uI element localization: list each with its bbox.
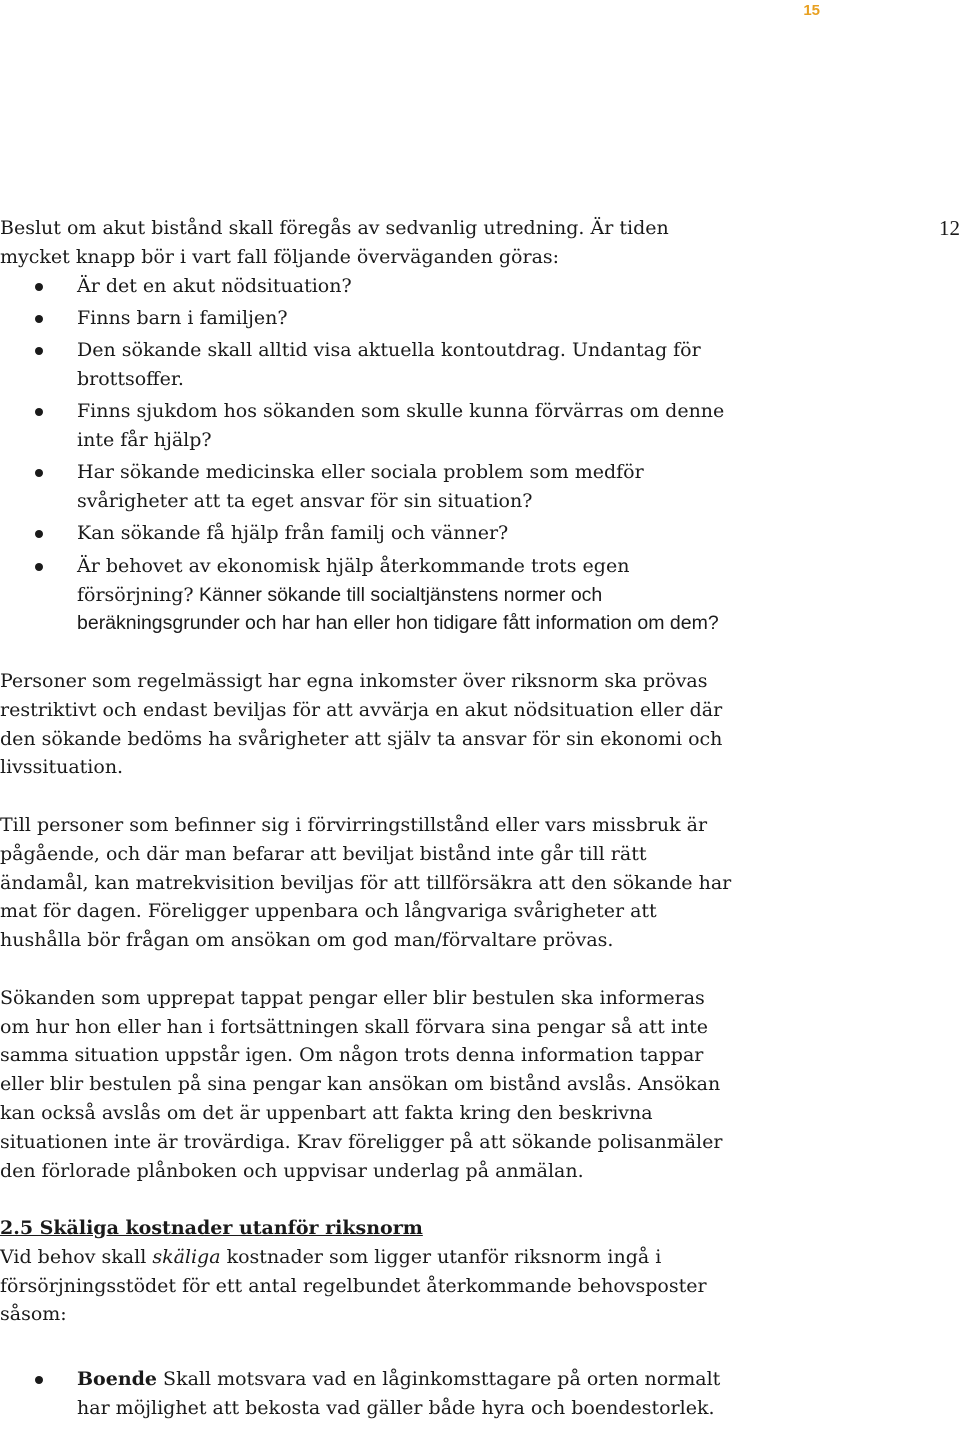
list-item (77, 1365, 735, 1423)
section-intro-after: kostnader som ligger utanför riksnorm ingå i försörjningsstödet för ett antal regelbundet återkommande behovsposter såsom: (0, 1245, 707, 1326)
document-body (0, 214, 735, 1426)
section-intro-emphasis: skäliga (152, 1245, 221, 1268)
cost-list (0, 1365, 735, 1423)
paragraph-lost-money: Sökanden som upprepat tappat pengar eller blir bestulen ska informeras om hur hon eller han i fortsättningen skall förvara sina pengar så att inte samma situation uppstår igen. Om någon trots denna information tappar eller blir bestulen på sina pengar kan ansökan om bistånd avslås. Ansökan kan också avslås om det är uppenbart att fakta kring den beskrivna situationen inte är trovärdiga. Krav föreligger på att sökande polisanmäler den förlorade plånboken och uppvisar underlag på anmälan. (0, 986, 723, 1182)
list-item-text-sans: Känner sökande till socialtjänstens normer och beräkningsgrunder och har han eller hon tidigare fått information om dem? (77, 583, 719, 635)
section-heading: 2.5 Skäliga kostnader utanför riksnorm (0, 1217, 423, 1240)
list-item: Har sökande medicinska eller sociala problem som medför svårigheter att ta eget ansvar för sin situation? (77, 458, 735, 516)
section-intro (0, 1243, 735, 1329)
list-item: Den sökande skall alltid visa aktuella kontoutdrag. Undantag för brottsoffer. (77, 336, 735, 394)
section-intro-before: Vid behov skall (0, 1245, 153, 1268)
list-item: Är det en akut nödsituation? (77, 272, 735, 301)
list-item: Finns sjukdom hos sökanden som skulle kunna förvärras om denne inte får hjälp? (77, 397, 735, 455)
viewer-page-number: 15 (803, 2, 820, 19)
consideration-list (0, 272, 735, 639)
list-item-text: Är behovet av ekonomisk hjälp återkommande trots egen försörjning? (77, 554, 630, 606)
list-item-text: Skall motsvara vad en låginkomsttagare på orten normalt har möjlighet att bekosta vad gäller både hyra och boendestorlek. (77, 1368, 721, 1420)
document-page-number: 12 (939, 216, 960, 240)
intro-paragraph: Beslut om akut bistånd skall föregås av sedvanlig utredning. Är tiden mycket knapp bör i vart fall följande överväganden göras: (0, 217, 669, 268)
list-item: Finns barn i familjen? (77, 304, 735, 333)
paragraph-regular-income: Personer som regelmässigt har egna inkomster över riksnorm ska prövas restriktivt och endast beviljas för att avvärja en akut nödsituation eller där den sökande bedöms ha svårigheter att själv ta ansvar för sin ekonomi och livssituation. (0, 669, 723, 779)
paragraph-confusion-state: Till personer som befinner sig i förvirringstillstånd eller vars missbruk är pågående, och där man befarar att beviljat bistånd inte går till rätt ändamål, kan matrekvisition beviljas för att tillförsäkra att den sökande har mat för dagen. Föreligger uppenbara och långvariga svårigheter att hushålla bör frågan om ansökan om god man/förvaltare prövas. (0, 813, 732, 952)
list-item (77, 552, 735, 638)
list-item-term: Boende (77, 1368, 158, 1391)
list-item: Kan sökande få hjälp från familj och vänner? (77, 519, 735, 548)
